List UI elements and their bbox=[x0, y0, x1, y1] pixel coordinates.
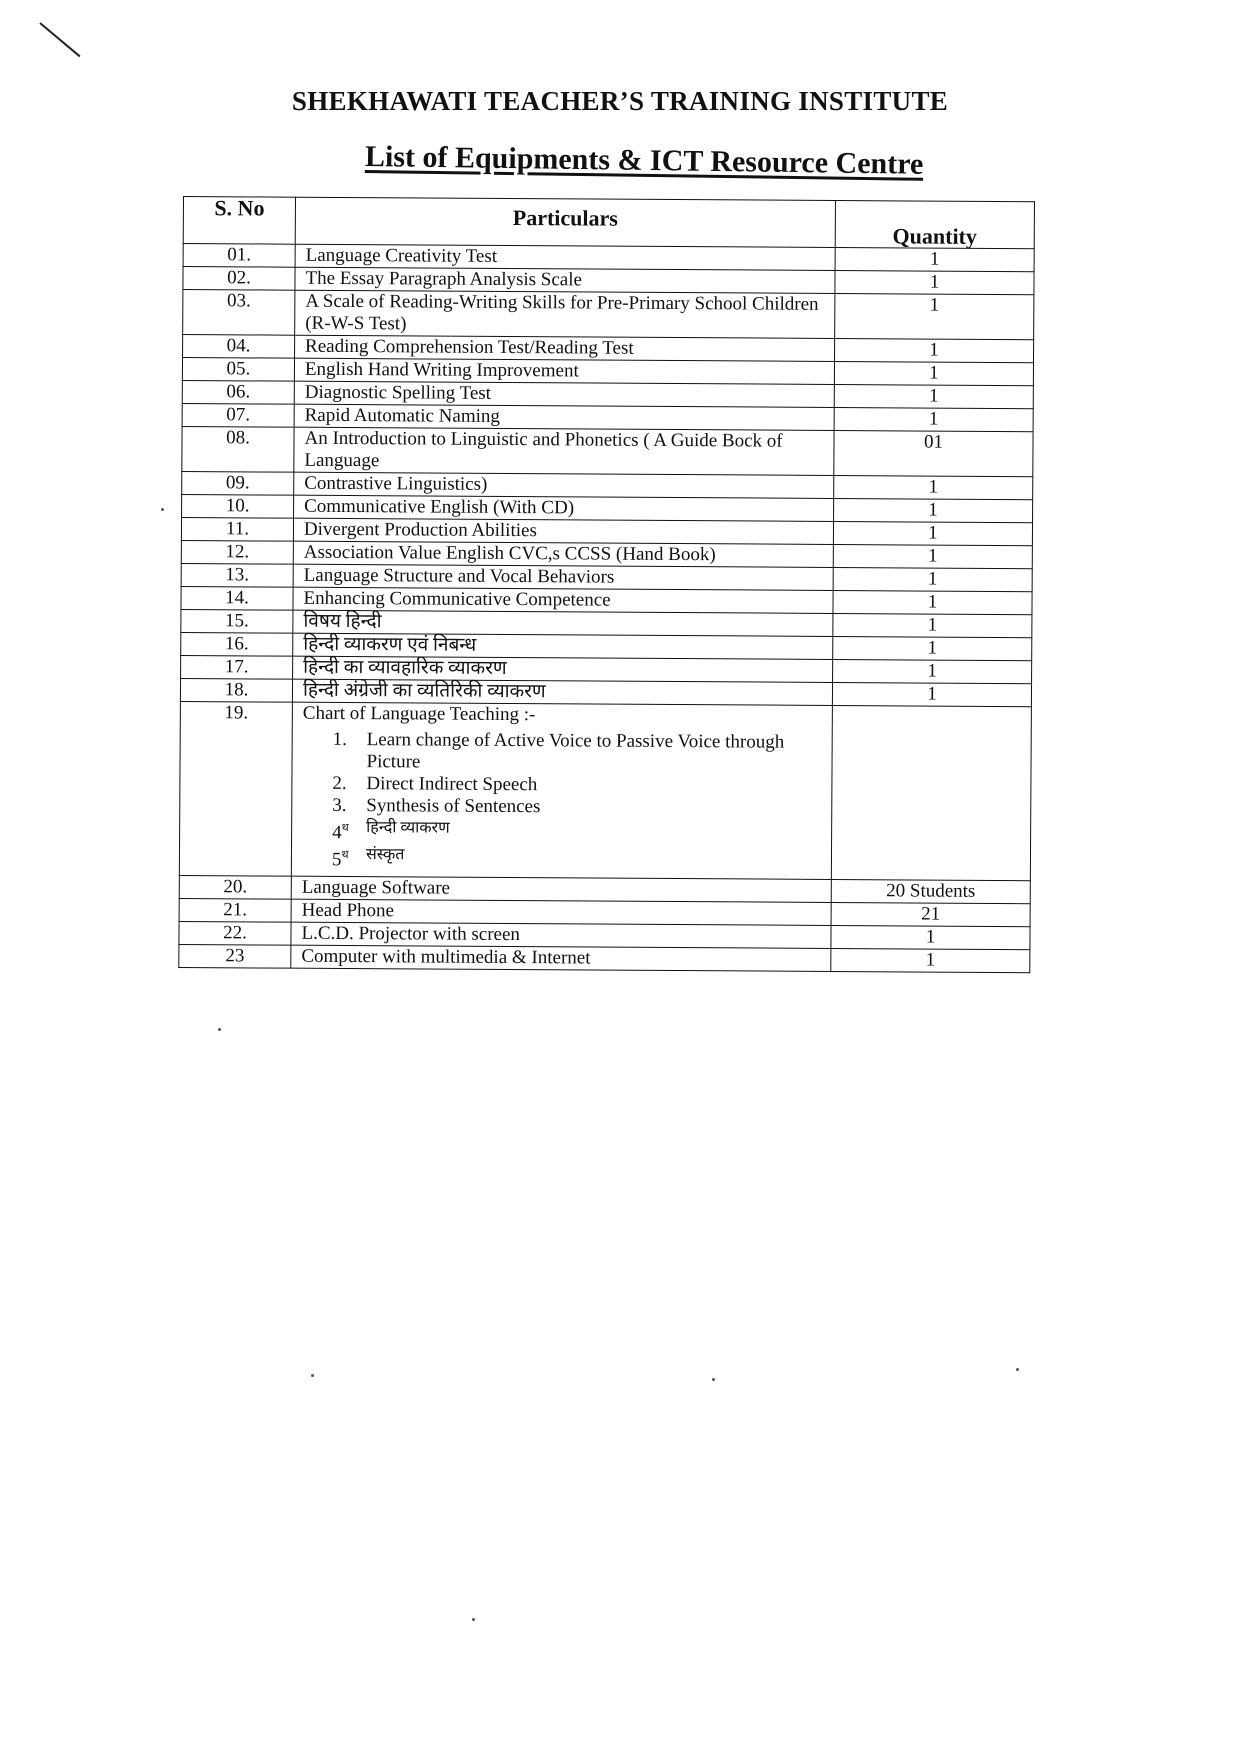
row-quantity: 1 bbox=[831, 925, 1030, 949]
chart-sub-item-number-text: 1. bbox=[332, 728, 347, 751]
institute-title: SHEKHAWATI TEACHER’S TRAINING INSTITUTE bbox=[291, 86, 949, 116]
scan-speck bbox=[161, 508, 164, 511]
row-sno: 13. bbox=[181, 563, 293, 587]
chart-sub-item-text: हिन्दी व्याकरण bbox=[366, 819, 450, 837]
equipment-table-wrapper bbox=[178, 196, 1034, 973]
table-row bbox=[179, 944, 1030, 972]
chart-sub-item bbox=[332, 729, 831, 776]
header-sno: S. No bbox=[183, 197, 295, 245]
row-quantity: 1 bbox=[833, 544, 1032, 568]
row-quantity: 1 bbox=[832, 682, 1031, 706]
chart-sub-item-text: Learn change of Active Voice to Passive Voice through Picture bbox=[366, 729, 785, 773]
chart-sub-item-number bbox=[332, 817, 366, 845]
row-sno: 23 bbox=[179, 944, 291, 968]
row-quantity: 1 bbox=[835, 270, 1034, 294]
chart-sub-item-text: संस्कृत bbox=[365, 846, 405, 864]
row-sno: 06. bbox=[182, 380, 294, 404]
chart-sub-item-text: Synthesis of Sentences bbox=[366, 795, 541, 818]
list-title: List of Equipments & ICT Resource Centre bbox=[364, 140, 924, 181]
chart-sub-item-number-text: 4 bbox=[332, 822, 342, 844]
row-particulars bbox=[291, 702, 832, 879]
row-particulars: Head Phone bbox=[291, 899, 831, 925]
row-sno: 11. bbox=[181, 517, 293, 541]
row-particulars: Enhancing Communicative Competence bbox=[293, 587, 833, 613]
table-row-chart-of-language-teaching bbox=[179, 701, 1031, 880]
row-sno: 16. bbox=[181, 632, 293, 656]
row-sno: 09. bbox=[182, 471, 294, 495]
row-particulars: विषय हिन्दी bbox=[293, 610, 833, 636]
row-quantity: 1 bbox=[834, 384, 1033, 408]
equipment-table bbox=[178, 196, 1035, 973]
row-sno: 14. bbox=[181, 586, 293, 610]
row-quantity: 1 bbox=[834, 475, 1033, 499]
chart-sub-item-number bbox=[332, 773, 366, 795]
row-particulars: Divergent Production Abilities bbox=[293, 518, 833, 544]
chart-sub-item-superscript: थ bbox=[341, 821, 349, 835]
row-sno: 18. bbox=[180, 678, 292, 702]
row-sno: 01. bbox=[183, 244, 295, 268]
row-quantity: 1 bbox=[833, 613, 1032, 637]
row-quantity: 1 bbox=[835, 338, 1034, 362]
table-header-row bbox=[183, 197, 1034, 249]
row-quantity: 1 bbox=[835, 293, 1034, 339]
row-particulars: Language Software bbox=[291, 876, 831, 902]
scan-speck bbox=[712, 1378, 715, 1381]
row-quantity: 20 Students bbox=[831, 879, 1030, 903]
row-particulars: हिन्दी अंग्रेजी का व्यतिरिकी व्याकरण bbox=[292, 679, 832, 705]
row-particulars: हिन्दी व्याकरण एवं निबन्ध bbox=[293, 633, 833, 659]
chart-sub-item-number bbox=[332, 844, 366, 872]
row-quantity: 01 bbox=[834, 430, 1033, 476]
row-sno: 10. bbox=[182, 494, 294, 518]
row-particulars: Reading Comprehension Test/Reading Test bbox=[295, 335, 835, 361]
header-particulars: Particulars bbox=[295, 197, 835, 247]
chart-sub-item-superscript: थ bbox=[341, 849, 349, 862]
row-particulars: L.C.D. Projector with screen bbox=[291, 922, 831, 948]
row-quantity: 1 bbox=[833, 521, 1032, 545]
header-quantity: Quantity bbox=[835, 200, 1034, 248]
row-sno: 20. bbox=[179, 875, 291, 899]
row-sno: 04. bbox=[183, 335, 295, 359]
row-quantity: 1 bbox=[834, 498, 1033, 522]
row-sno: 22. bbox=[179, 921, 291, 945]
chart-sub-item-number-text: 5 bbox=[331, 849, 342, 871]
row-quantity: 1 bbox=[833, 590, 1032, 614]
row-particulars: Communicative English (With CD) bbox=[294, 495, 834, 521]
scan-speck bbox=[218, 1028, 221, 1031]
row-quantity: 21 bbox=[831, 902, 1030, 926]
row-quantity: 1 bbox=[831, 948, 1030, 972]
table-row bbox=[182, 426, 1033, 476]
row-sno: 08. bbox=[182, 426, 294, 472]
row-sno: 05. bbox=[182, 358, 294, 382]
row-quantity: 1 bbox=[834, 361, 1033, 385]
chart-heading: Chart of Language Teaching :- bbox=[302, 702, 536, 726]
chart-sub-item bbox=[332, 795, 831, 820]
row-particulars: हिन्दी का व्यावहारिक व्याकरण bbox=[293, 656, 833, 682]
chart-sub-item-number-text: 3. bbox=[332, 794, 347, 817]
row-sno: 03. bbox=[183, 290, 295, 336]
row-particulars: Rapid Automatic Naming bbox=[294, 404, 834, 430]
row-particulars: A Scale of Reading-Writing Skills for Pre-Primary School Children (R-W-S Test) bbox=[295, 290, 835, 338]
chart-sub-item bbox=[332, 773, 831, 798]
chart-sub-item bbox=[332, 817, 831, 847]
row-sno: 12. bbox=[181, 540, 293, 564]
scan-speck bbox=[311, 1374, 314, 1377]
row-quantity: 1 bbox=[834, 407, 1033, 431]
row-particulars: Diagnostic Spelling Test bbox=[294, 381, 834, 407]
row-sno: 07. bbox=[182, 403, 294, 427]
row-quantity bbox=[831, 705, 1031, 880]
row-quantity: 1 bbox=[835, 247, 1034, 271]
row-particulars: Association Value English CVC,s CCSS (Hand Book) bbox=[293, 541, 833, 567]
row-sno: 02. bbox=[183, 267, 295, 291]
row-quantity: 1 bbox=[833, 659, 1032, 683]
row-particulars: Computer with multimedia & Internet bbox=[291, 945, 831, 971]
row-particulars: Language Creativity Test bbox=[295, 244, 835, 270]
row-sno: 17. bbox=[181, 655, 293, 679]
row-particulars: The Essay Paragraph Analysis Scale bbox=[295, 267, 835, 293]
row-quantity: 1 bbox=[833, 567, 1032, 591]
row-particulars: Contrastive Linguistics) bbox=[294, 472, 834, 498]
chart-sub-list bbox=[302, 725, 832, 879]
pen-stroke-mark bbox=[39, 22, 80, 57]
row-quantity: 1 bbox=[833, 636, 1032, 660]
row-sno: 21. bbox=[179, 898, 291, 922]
scan-speck bbox=[1016, 1368, 1019, 1371]
row-particulars: Language Structure and Vocal Behaviors bbox=[293, 564, 833, 590]
table-row bbox=[183, 290, 1034, 340]
row-particulars: English Hand Writing Improvement bbox=[294, 358, 834, 384]
row-sno: 15. bbox=[181, 609, 293, 633]
chart-sub-item-number bbox=[332, 795, 366, 817]
scan-speck bbox=[472, 1618, 475, 1621]
table-body bbox=[179, 244, 1034, 973]
chart-sub-item bbox=[332, 844, 831, 874]
chart-sub-item-number-text: 2. bbox=[332, 772, 347, 795]
row-sno: 19. bbox=[179, 701, 292, 875]
chart-sub-item-text: Direct Indirect Speech bbox=[366, 773, 538, 796]
row-particulars: An Introduction to Linguistic and Phonetics ( A Guide Bock of Language bbox=[294, 427, 834, 475]
chart-sub-item-number bbox=[332, 729, 366, 773]
